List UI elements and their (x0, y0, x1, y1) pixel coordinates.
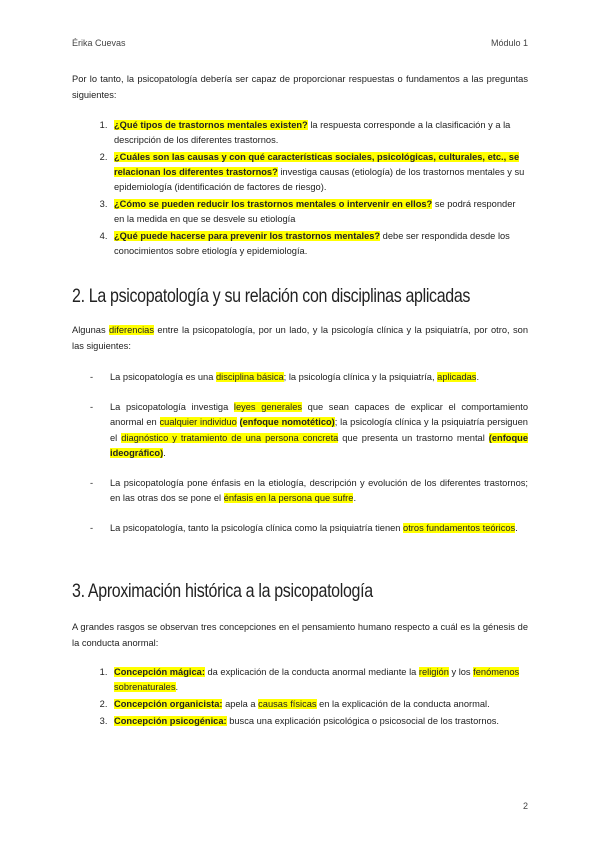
questions-list (72, 118, 528, 259)
list-item: 2. Concepción organicista: apela a causas físicas en la explicación de la conducta anormal. (110, 697, 528, 712)
page-number: 2 (522, 801, 528, 811)
list-item: - La psicopatología es una disciplina básica; la psicología clínica y la psiquiatría, aplicadas. (90, 372, 480, 382)
section-3-heading-wrap (72, 580, 528, 603)
list-item: - La psicopatología, tanto la psicología clínica como la psiquiatría tienen otros fundamentos teóricos. (90, 522, 518, 533)
list-item: 4. ¿Qué puede hacerse para prevenir los trastornos mentales? debe ser respondida desde los conocimientos sobre etiología y epidemiología. (110, 229, 528, 259)
list-item: - La psicopatología pone énfasis en la etiología, descripción y evolución de los diferentes trastornos; en las otras dos se pone el énfasis en la persona que sufre. (90, 477, 528, 503)
list-item: - La psicopatología investiga leyes generales que sean capaces de explicar el comportamiento anormal en cualquier individuo (enfoque nomotético); la psicología clínica y la psiquiatría persiguen el diagnóstico y tratamiento de una persona concreta que presenta un trastorno mental (enfoque ideográfico). (90, 401, 529, 458)
list-item: 1. ¿Qué tipos de trastornos mentales existen? la respuesta corresponde a la clasificación y a la descripción de los diferentes trastornos. (110, 118, 528, 148)
section-2-paragraph: Algunas diferencias entre la psicopatología, por un lado, y la psicología clínica y la psiquiatría, por otro, son las siguientes: (72, 325, 528, 351)
list-item: 3. Concepción psicogénica: busca una explicación psicológica o psicosocial de los trastornos. (110, 714, 528, 729)
questions-block (72, 118, 528, 261)
section-3-intro (72, 620, 528, 651)
list-item: 3. ¿Cómo se pueden reducir los trastornos mentales o intervenir en ellos? se podrá responder en la medida en que se desvele su etiología (110, 197, 528, 227)
section-3-list-wrap (72, 665, 528, 731)
conceptions-list (72, 665, 528, 729)
list-item: 1. Concepción mágica: da explicación de la conducta anormal mediante la religión y los fenómenos sobrenaturales. (110, 665, 528, 695)
header-author: Érika Cuevas (72, 38, 126, 48)
section-2-intro (72, 323, 528, 354)
intro-paragraph: Por lo tanto, la psicopatología debería ser capaz de proporcionar respuestas o fundamentos a las preguntas siguientes: (72, 74, 528, 100)
section-2-heading: 2. La psicopatología y su relación con disciplinas aplicadas (72, 285, 471, 307)
section-2-heading-wrap (72, 285, 528, 308)
header-module: Módulo 1 (490, 38, 528, 48)
list-item: 2. ¿Cuáles son las causas y con qué características sociales, psicológicas, culturales, etc., se relacionan los diferentes trastornos? investiga causas (etiología) de los trastornos mentales y su epidemiología (identificación de factores de riesgo). (110, 150, 528, 195)
section-3-paragraph: A grandes rasgos se observan tres concepciones en el pensamiento humano respecto a cuál es la génesis de la conducta anormal: (72, 622, 528, 648)
differences-list (72, 370, 528, 536)
section-3-heading: 3. Aproximación histórica a la psicopatología (72, 580, 373, 602)
section-2-bullets (72, 370, 528, 550)
intro-block (72, 72, 528, 103)
